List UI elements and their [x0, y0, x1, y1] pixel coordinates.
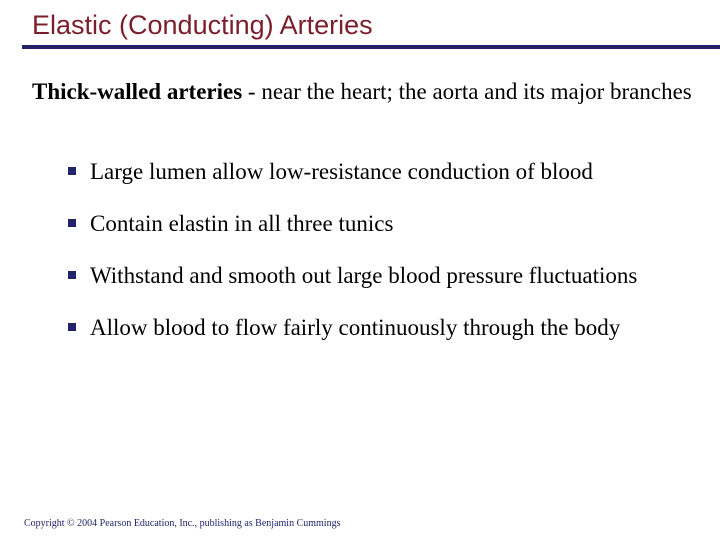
bullet-text: Allow blood to flow fairly continuously through the body: [90, 315, 621, 340]
bullet-text: Withstand and smooth out large blood pressure fluctuations: [90, 263, 638, 288]
title-underline: [22, 45, 720, 49]
slide-title: Elastic (Conducting) Arteries: [32, 10, 373, 40]
bullet-item: [68, 156, 708, 187]
bullet-text: Contain elastin in all three tunics: [90, 211, 394, 236]
lead-description: - near the heart; the aorta and its major branches: [242, 79, 692, 104]
square-bullet-icon: [68, 323, 76, 331]
square-bullet-icon: [68, 167, 76, 175]
square-bullet-icon: [68, 219, 76, 227]
bullet-list: [68, 156, 708, 343]
square-bullet-icon: [68, 271, 76, 279]
lead-bold-term: Thick-walled arteries: [32, 79, 243, 104]
bullet-text: Large lumen allow low-resistance conduction of blood: [90, 159, 593, 184]
bullet-item: [68, 312, 708, 343]
copyright-notice: Copyright © 2004 Pearson Education, Inc., publishing as Benjamin Cummings: [24, 518, 341, 529]
lead-paragraph: [32, 76, 720, 107]
bullet-item: [68, 260, 708, 291]
bullet-item: [68, 208, 708, 239]
